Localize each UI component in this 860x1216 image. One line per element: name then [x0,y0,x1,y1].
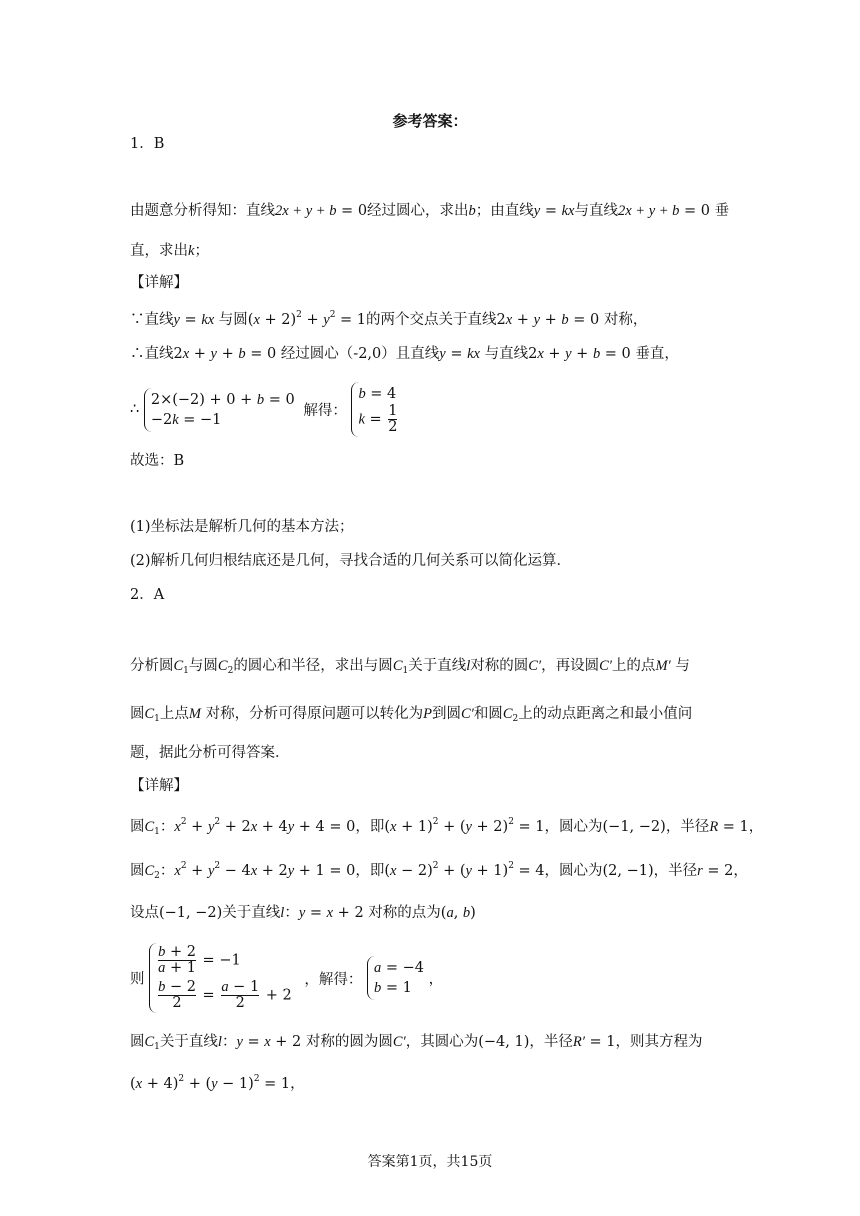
page-title: 参考答案： [392,112,468,130]
q2-reflected-circle: 圆$C_1$关于直线l：y = x + 2 对称的圆为圆C′，其圆心为(−4, 1)，半径R′ = 1，则其方程为 [130,1034,703,1052]
q1-step-2: ∴直线2x + y + b = 0 经过圆心（-2,0）且直线y = kx 与直线2x + y + b = 0 垂直， [130,346,679,362]
q1-answer: 1．B [130,136,165,152]
q2-system: 则 $\frac{b + 2}{a + 1}$ = −1 $\frac{b - 2}{2}$ = $\frac{a - 1}{2}$ + 2 ，解得： a = −4 b = 1 ， [130,944,444,1011]
q2-solution-system: a = −4 b = 1 [367,956,424,1000]
q2-answer: 2．A [130,587,165,603]
q1-analysis-line2: 直，求出k； [130,243,209,259]
q1-note-1: (1)坐标法是解析几何的基本方法； [130,519,354,535]
q1-step-1: ∵直线y = kx 与圆$(x + 2)^2 + y^2 = 1$的两个交点关于直线2x + y + b = 0 对称， [130,310,648,328]
q2-analysis-line3: 题，据此分析可得答案． [130,745,290,761]
q1-choice: 故选：B [130,453,185,469]
q1-analysis-line1: 由题意分析得知：直线2x + y + b = 0经过圆心，求出b；由直线y = kx与直线2x + y + b = 0 垂 [130,203,730,219]
q1-detail-header: 【详解】 [130,275,188,291]
q1-system: ∴ 2×(−2) + 0 + b = 0 −2k = −1 解得： b = 4 k = $\frac{1}{2}$ [130,382,399,437]
q2-reflected-equation: $(x + 4)^2 + (y - 1)^2 = 1$， [130,1074,305,1092]
q2-circle-c1: 圆$C_1$：$x^2 + y^2 + 2x + 4y + 4 = 0$，即$(x + 1)^2 + (y + 2)^2 = 1$，圆心为(−1, −2)，半径R = 1， [130,817,764,837]
q1-note-2: (2)解析几何归根结底还是几何，寻找合适的几何关系可以简化运算． [130,553,572,569]
q1-solution-system: b = 4 k = $\frac{1}{2}$ [351,382,399,437]
q2-analysis-line1: 分析圆$C_1$与圆$C_2$的圆心和半径，求出与圆$C_1$关于直线l对称的圆C′，再设圆C′上的点M′ 与 [130,658,690,676]
q2-detail-header: 【详解】 [130,778,188,794]
q2-equation-system: $\frac{b + 2}{a + 1}$ = −1 $\frac{b - 2}{2}$ = $\frac{a - 1}{2}$ + 2 [149,943,292,1013]
q2-circle-c2: 圆$C_2$：$x^2 + y^2 - 4x + 2y + 1 = 0$，即$(x - 2)^2 + (y + 1)^2 = 4$，圆心为(2, −1)，半径r = 2， [130,861,748,881]
q2-symmetry: 设点(−1, −2)关于直线l：y = x + 2 对称的点为(a, b) [130,905,476,921]
q1-equation-system: 2×(−2) + 0 + b = 0 −2k = −1 [144,388,295,432]
page-footer: 答案第1页，共15页 [367,1154,493,1170]
q2-analysis-line2: 圆$C_1$上点M 对称，分析可得原问题可以转化为P到圆C′和圆$C_2$上的动点距离之和最小值问 [130,706,693,724]
